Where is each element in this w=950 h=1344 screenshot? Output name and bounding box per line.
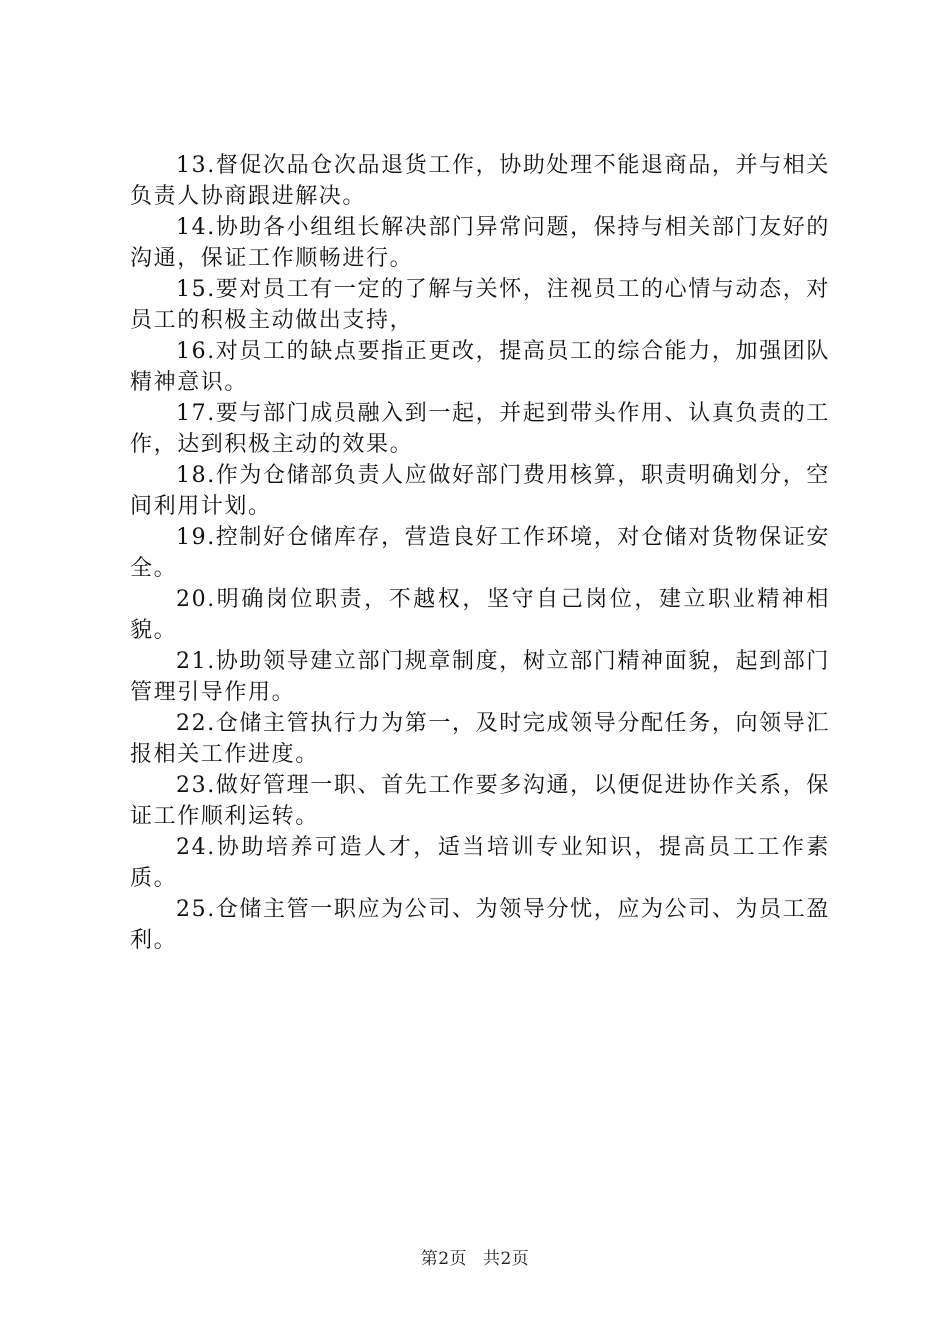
paragraph-17: 17.要与部门成员融入到一起，并起到带头作用、认真负责的工作，达到积极主动的效果。 xyxy=(130,401,830,457)
paragraph-19: 19.控制好仓储库存，营造良好工作环境，对仓储对货物保证安全。 xyxy=(130,525,830,581)
paragraph-22: 22.仓储主管执行力为第一，及时完成领导分配任务，向领导汇报相关工作进度。 xyxy=(130,711,830,767)
paragraph-15: 15.要对员工有一定的了解与关怀，注视员工的心情与动态，对员工的积极主动做出支持， xyxy=(130,277,830,333)
page-total: 共2页 xyxy=(482,1249,530,1269)
paragraph-13: 13.督促次品仓次品退货工作，协助处理不能退商品，并与相关负责人协商跟进解决。 xyxy=(130,153,830,209)
paragraph-18: 18.作为仓储部负责人应做好部门费用核算，职责明确划分，空间利用计划。 xyxy=(130,463,830,519)
page-footer xyxy=(0,1244,950,1269)
document-body xyxy=(130,150,830,956)
paragraph-20: 20.明确岗位职责，不越权，坚守自己岗位，建立职业精神相貌。 xyxy=(130,587,830,643)
paragraph-25: 25.仓储主管一职应为公司、为领导分忧，应为公司、为员工盈利。 xyxy=(130,897,830,953)
page-number: 第2页 xyxy=(420,1249,468,1269)
paragraph-21: 21.协助领导建立部门规章制度，树立部门精神面貌，起到部门管理引导作用。 xyxy=(130,649,830,705)
paragraph-14: 14.协助各小组组长解决部门异常问题，保持与相关部门友好的沟通，保证工作顺畅进行。 xyxy=(130,215,830,271)
paragraph-16: 16.对员工的缺点要指正更改，提高员工的综合能力，加强团队精神意识。 xyxy=(130,339,830,395)
paragraph-24: 24.协助培养可造人才，适当培训专业知识，提高员工工作素质。 xyxy=(130,835,830,891)
paragraph-23: 23.做好管理一职、首先工作要多沟通，以便促进协作关系，保证工作顺利运转。 xyxy=(130,773,830,829)
